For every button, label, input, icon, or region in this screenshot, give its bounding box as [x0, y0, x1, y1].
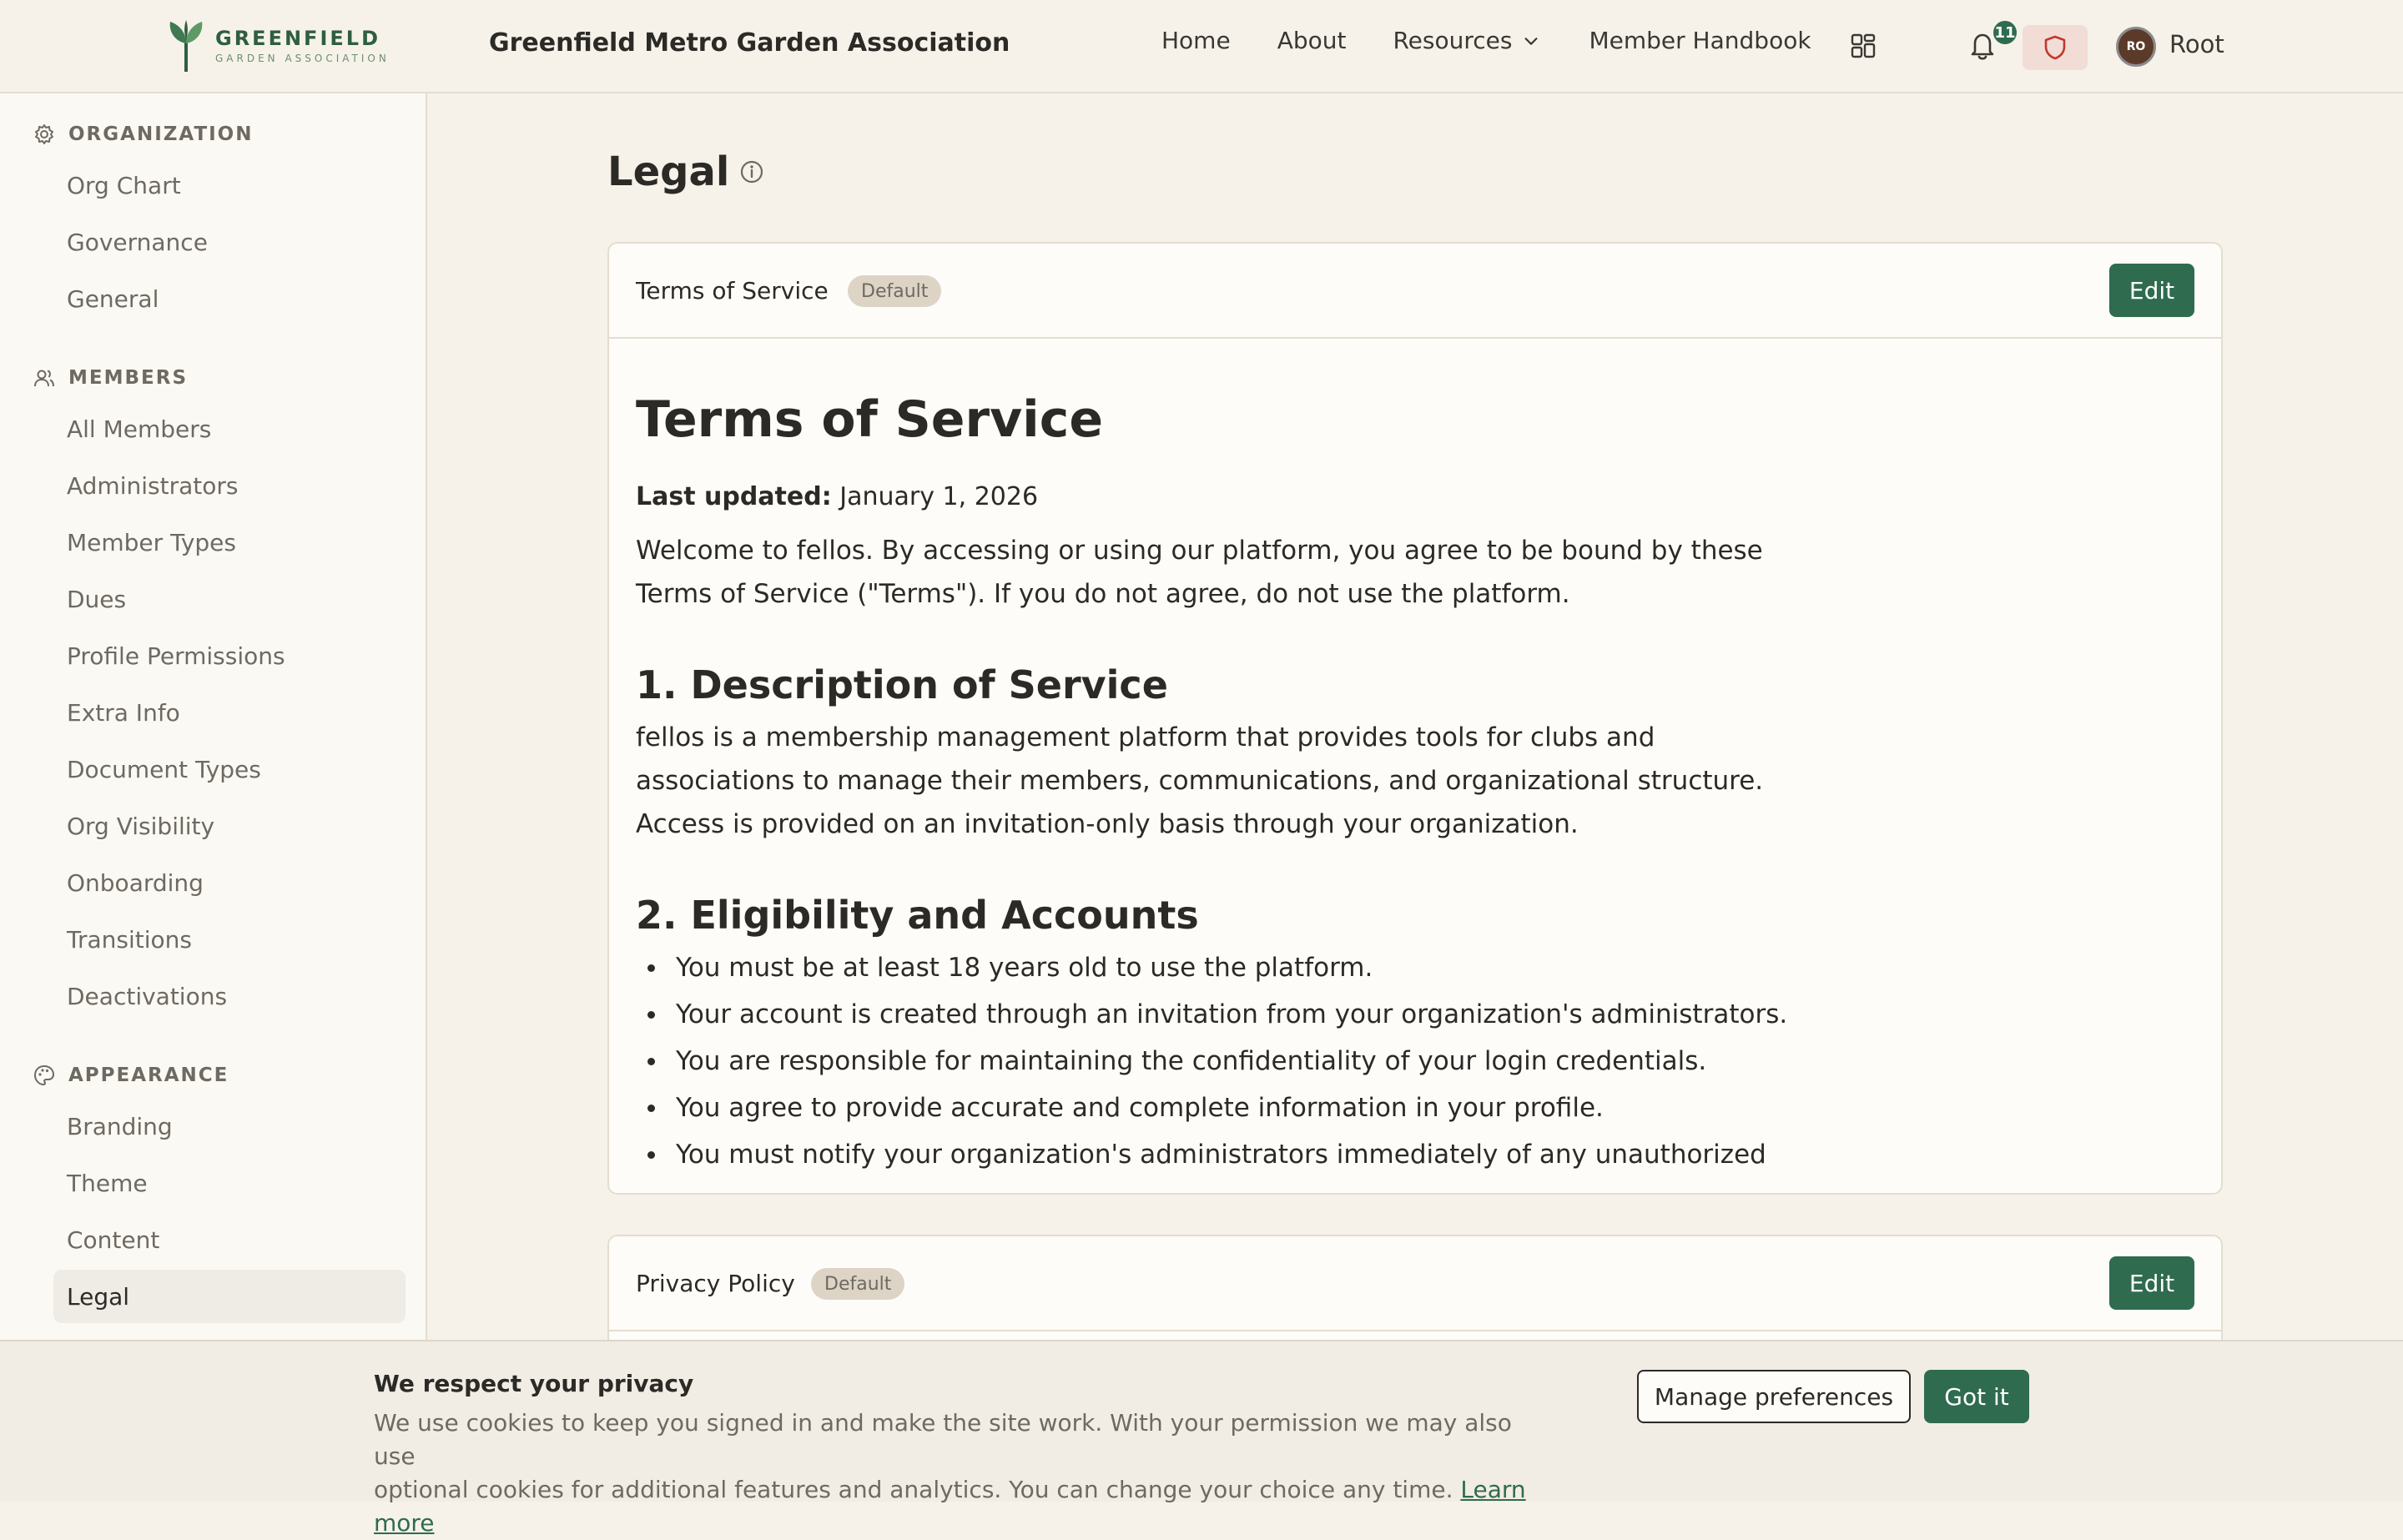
sidebar-item-org-visibility[interactable]: Org Visibility	[67, 812, 215, 840]
edit-terms-button[interactable]: Edit	[2109, 264, 2194, 317]
logo-name: GREENFIELD	[215, 27, 380, 50]
org-title: Greenfield Metro Garden Association	[489, 28, 1010, 58]
default-badge: Default	[848, 275, 941, 307]
list-item: You must be at least 18 years old to use the platform.	[636, 944, 1787, 991]
list-item: You must notify your organization's administrators immediately of any unauthorized	[636, 1131, 1787, 1178]
sidebar-section-title: MEMBERS	[68, 367, 189, 389]
cookie-text-line: optional cookies for additional features and analytics. You can change your choice any time.	[374, 1476, 1453, 1503]
main-nav	[1161, 27, 1858, 54]
doc-section-text: associations to manage their members, communications, and organizational structure.	[636, 766, 1764, 796]
notification-count-badge: 11	[1991, 18, 2019, 47]
sidebar-item-org-chart[interactable]: Org Chart	[67, 171, 181, 199]
doc-section-text: fellos is a membership management platform that provides tools for clubs and	[636, 722, 1655, 752]
doc-bullet-list	[636, 944, 1787, 1178]
learn-more-link[interactable]: Learn more	[374, 1476, 1526, 1537]
sidebar-section-title: APPEARANCE	[68, 1064, 229, 1086]
default-badge: Default	[811, 1268, 904, 1300]
page-title	[607, 148, 764, 195]
doc-section-heading: 2. Eligibility and Accounts	[636, 893, 1199, 938]
avatar[interactable]: RO	[2116, 27, 2156, 67]
sidebar-section-organization	[33, 122, 254, 147]
cookie-banner-text	[374, 1407, 1559, 1540]
nav-member-handbook[interactable]: Member Handbook	[1589, 27, 1811, 54]
card-title: Terms of Service	[636, 277, 829, 304]
sidebar-item-member-types[interactable]: Member Types	[67, 528, 236, 556]
sidebar-item-transitions[interactable]: Transitions	[67, 925, 192, 954]
sidebar-item-onboarding[interactable]: Onboarding	[67, 868, 204, 897]
gear-icon	[33, 123, 55, 145]
cookie-text-line: We use cookies to keep you signed in and make the site work. With your permission we may also use	[374, 1409, 1512, 1470]
sidebar-item-all-members[interactable]: All Members	[67, 415, 212, 443]
doc-intro-line: Welcome to fellos. By accessing or using our platform, you agree to be bound by these	[636, 536, 1763, 566]
last-updated-label: Last updated:	[636, 482, 832, 511]
sidebar-section-appearance	[33, 1063, 229, 1088]
nav-home[interactable]: Home	[1161, 27, 1231, 54]
terms-of-service-card	[607, 242, 2223, 1195]
nav-resources[interactable]	[1393, 27, 1540, 54]
chevron-down-icon	[1522, 32, 1540, 50]
cookie-banner	[0, 1340, 2403, 1537]
info-icon[interactable]	[739, 159, 764, 184]
list-item: Your account is created through an invitation from your organization's administrators.	[636, 991, 1787, 1038]
sidebar-item-legal[interactable]: Legal	[53, 1270, 406, 1323]
got-it-button[interactable]: Got it	[1924, 1370, 2029, 1423]
users-icon	[33, 367, 55, 389]
sidebar-item-general[interactable]: General	[67, 284, 159, 313]
cookie-banner-title: We respect your privacy	[374, 1370, 694, 1397]
sidebar-item-theme[interactable]: Theme	[67, 1169, 148, 1197]
card-title: Privacy Policy	[636, 1270, 795, 1297]
doc-section-text: Access is provided on an invitation-only basis through your organization.	[636, 809, 1579, 839]
list-item: You agree to provide accurate and complete information in your profile.	[636, 1085, 1787, 1131]
shield-icon	[2043, 35, 2067, 60]
org-logo[interactable]	[165, 18, 390, 73]
sidebar-item-document-types[interactable]: Document Types	[67, 755, 261, 783]
sidebar-section-title: ORGANIZATION	[68, 123, 254, 145]
card-header	[609, 1236, 2221, 1331]
sidebar-item-dues[interactable]: Dues	[67, 585, 127, 613]
top-header	[0, 0, 2403, 93]
manage-preferences-button[interactable]: Manage preferences	[1637, 1370, 1911, 1423]
list-item: You are responsible for maintaining the confidentiality of your login credentials.	[636, 1038, 1787, 1085]
doc-section-heading: 1. Description of Service	[636, 662, 1168, 707]
doc-intro-line: Terms of Service ("Terms"). If you do not agree, do not use the platform.	[636, 579, 1570, 609]
sidebar-item-governance[interactable]: Governance	[67, 228, 208, 256]
last-updated-value: January 1, 2026	[839, 482, 1039, 511]
sidebar-item-deactivations[interactable]: Deactivations	[67, 982, 228, 1010]
doc-title: Terms of Service	[636, 390, 1104, 449]
card-header	[609, 244, 2221, 339]
user-name[interactable]: Root	[2169, 30, 2224, 58]
sprout-logo-icon	[165, 18, 207, 73]
logo-subtitle: GARDEN ASSOCIATION	[215, 53, 390, 64]
sidebar-section-members	[33, 365, 188, 390]
sidebar-item-content[interactable]: Content	[67, 1225, 160, 1254]
page-title-text: Legal	[607, 148, 730, 195]
admin-shield-button[interactable]	[2023, 25, 2088, 70]
apps-grid-icon[interactable]	[1851, 33, 1876, 58]
nav-resources-label: Resources	[1393, 27, 1513, 54]
sidebar-item-branding[interactable]: Branding	[67, 1112, 173, 1140]
palette-icon	[33, 1064, 55, 1086]
sidebar-item-extra-info[interactable]: Extra Info	[67, 698, 180, 727]
last-updated	[636, 482, 1038, 511]
nav-about[interactable]: About	[1277, 27, 1347, 54]
settings-sidebar	[0, 93, 427, 1502]
sidebar-item-administrators[interactable]: Administrators	[67, 471, 239, 500]
edit-privacy-button[interactable]: Edit	[2109, 1256, 2194, 1310]
sidebar-item-profile-permissions[interactable]: Profile Permissions	[67, 642, 285, 670]
